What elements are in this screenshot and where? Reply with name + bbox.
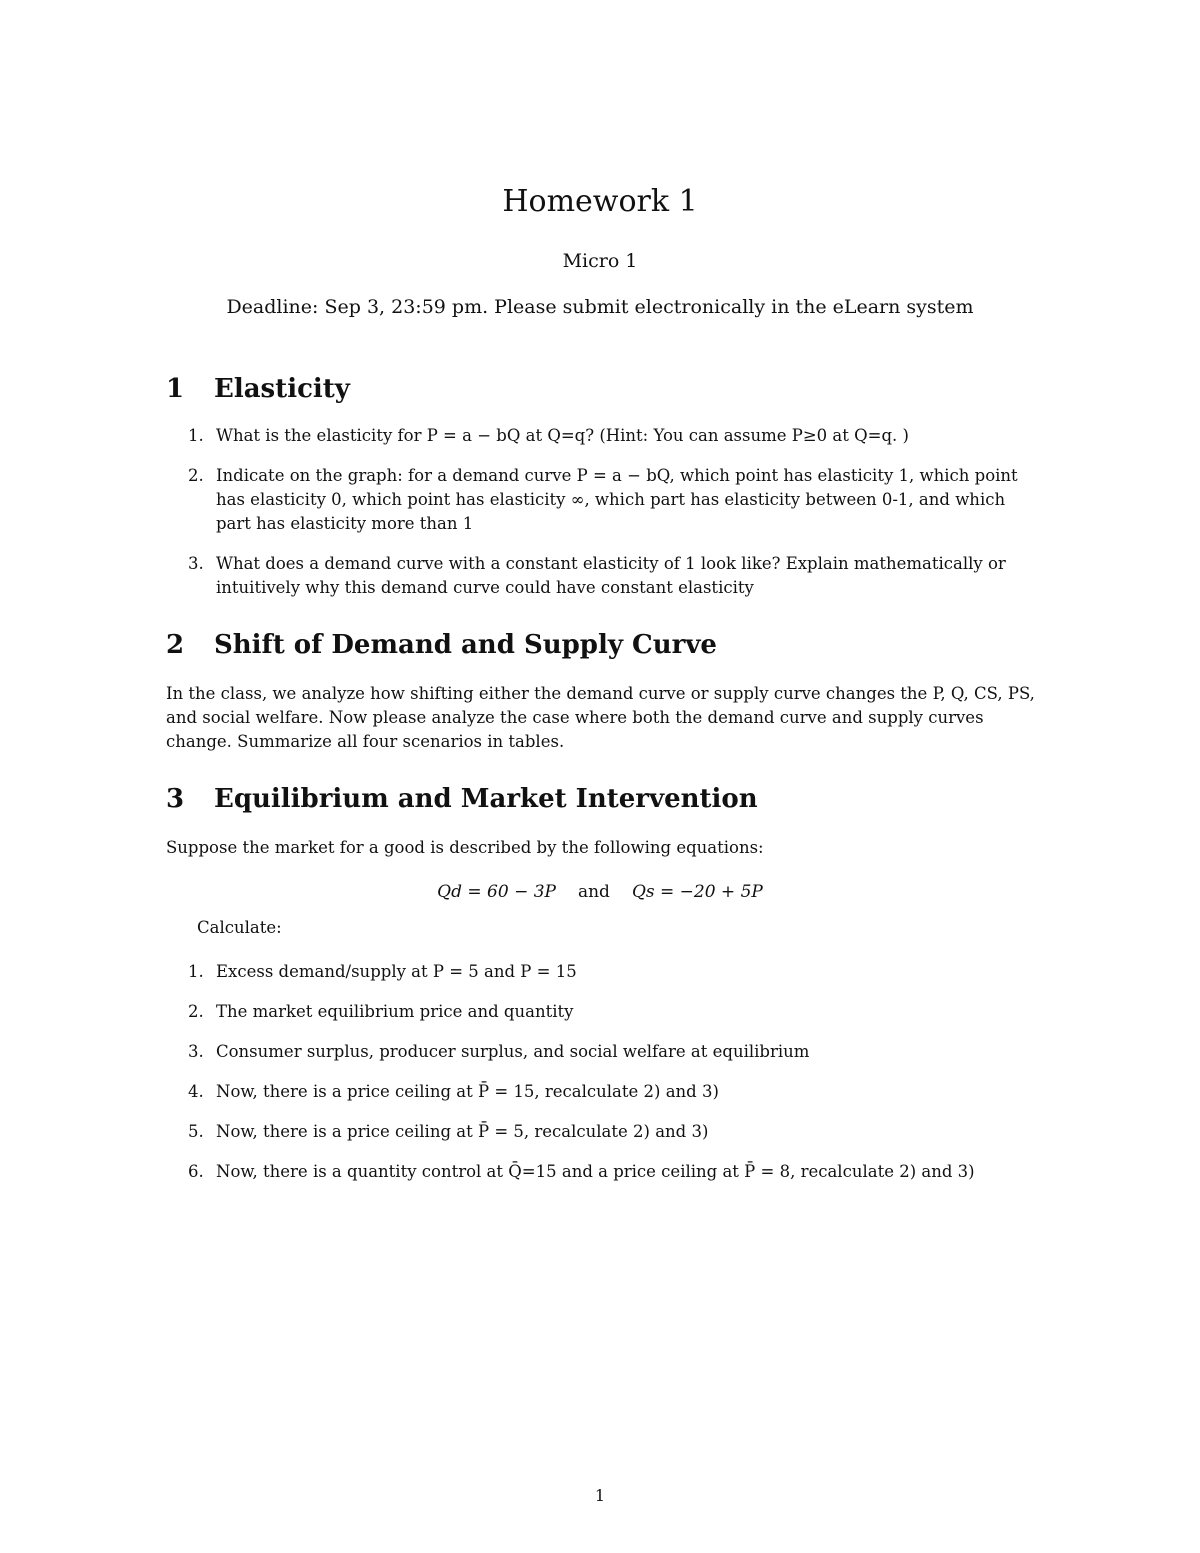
- section-title: Elasticity: [214, 374, 350, 404]
- section-1-heading: [166, 374, 350, 404]
- item-text: Now, there is a price ceiling at P̄ = 15, recalculate 2) and 3): [216, 1082, 719, 1101]
- item-number: 1.: [188, 426, 204, 445]
- item-text: Consumer surplus, producer surplus, and social welfare at equilibrium: [216, 1042, 810, 1061]
- list-item: [188, 552, 1038, 600]
- list-item: [188, 1160, 1038, 1184]
- list-item: [188, 1120, 1038, 1144]
- section-number: 3: [166, 784, 185, 814]
- market-equations: [0, 882, 1200, 902]
- calculation-question-list: [188, 960, 1038, 1200]
- item-number: 1.: [188, 962, 204, 981]
- section-title: Shift of Demand and Supply Curve: [214, 630, 717, 660]
- section-3-heading: [166, 784, 758, 814]
- calculate-label: Calculate:: [197, 918, 282, 937]
- item-number: 2.: [188, 466, 204, 485]
- section-number: 2: [166, 630, 185, 660]
- deadline-notice: Deadline: Sep 3, 23:59 pm. Please submit electronically in the eLearn system: [226, 296, 974, 318]
- item-number: 3.: [188, 554, 204, 573]
- item-text: Excess demand/supply at P = 5 and P = 15: [216, 962, 577, 981]
- list-item: [188, 1080, 1038, 1104]
- item-number: 3.: [188, 1042, 204, 1061]
- elasticity-question-list: [188, 424, 1038, 616]
- section-2-paragraph: In the class, we analyze how shifting either the demand curve or supply curve changes the P, Q, CS, PS, and social welfare. Now please analyze the case where both the demand curve and supply curves change. Summarize all four scenarios in tables.: [166, 684, 1035, 751]
- demand-equation: Qd = 60 − 3P: [437, 882, 556, 902]
- list-item: [188, 464, 1038, 536]
- section-3-paragraph: Suppose the market for a good is described by the following equations:: [166, 838, 764, 857]
- equation-connector: and: [577, 882, 610, 902]
- item-number: 2.: [188, 1002, 204, 1021]
- item-number: 4.: [188, 1082, 204, 1101]
- section-title: Equilibrium and Market Intervention: [214, 784, 758, 814]
- item-text: What does a demand curve with a constant elasticity of 1 look like? Explain mathematically or intuitively why this demand curve could have constant elasticity: [216, 554, 1006, 597]
- item-text: The market equilibrium price and quantity: [216, 1002, 574, 1021]
- item-number: 5.: [188, 1122, 204, 1141]
- page-number: 1: [594, 1486, 606, 1505]
- section-number: 1: [166, 374, 185, 404]
- supply-equation: Qs = −20 + 5P: [631, 882, 763, 902]
- item-number: 6.: [188, 1162, 204, 1181]
- list-item: [188, 1040, 1038, 1064]
- item-text: Now, there is a quantity control at Q̄=15 and a price ceiling at P̄ = 8, recalculate 2) and 3): [216, 1162, 975, 1181]
- item-text: What is the elasticity for P = a − bQ at Q=q? (Hint: You can assume P≥0 at Q=q. ): [216, 426, 909, 445]
- section-2-heading: [166, 630, 717, 660]
- document-subtitle: Micro 1: [562, 250, 638, 272]
- document-title: Homework 1: [502, 184, 698, 219]
- list-item: [188, 424, 1038, 448]
- list-item: [188, 1000, 1038, 1024]
- item-text: Now, there is a price ceiling at P̄ = 5, recalculate 2) and 3): [216, 1122, 709, 1141]
- list-item: [188, 960, 1038, 984]
- item-text: Indicate on the graph: for a demand curve P = a − bQ, which point has elasticity 1, which point has elasticity 0, which point has elasticity ∞, which part has elasticity between 0-1, and which part has elasticity more than 1: [216, 466, 1018, 533]
